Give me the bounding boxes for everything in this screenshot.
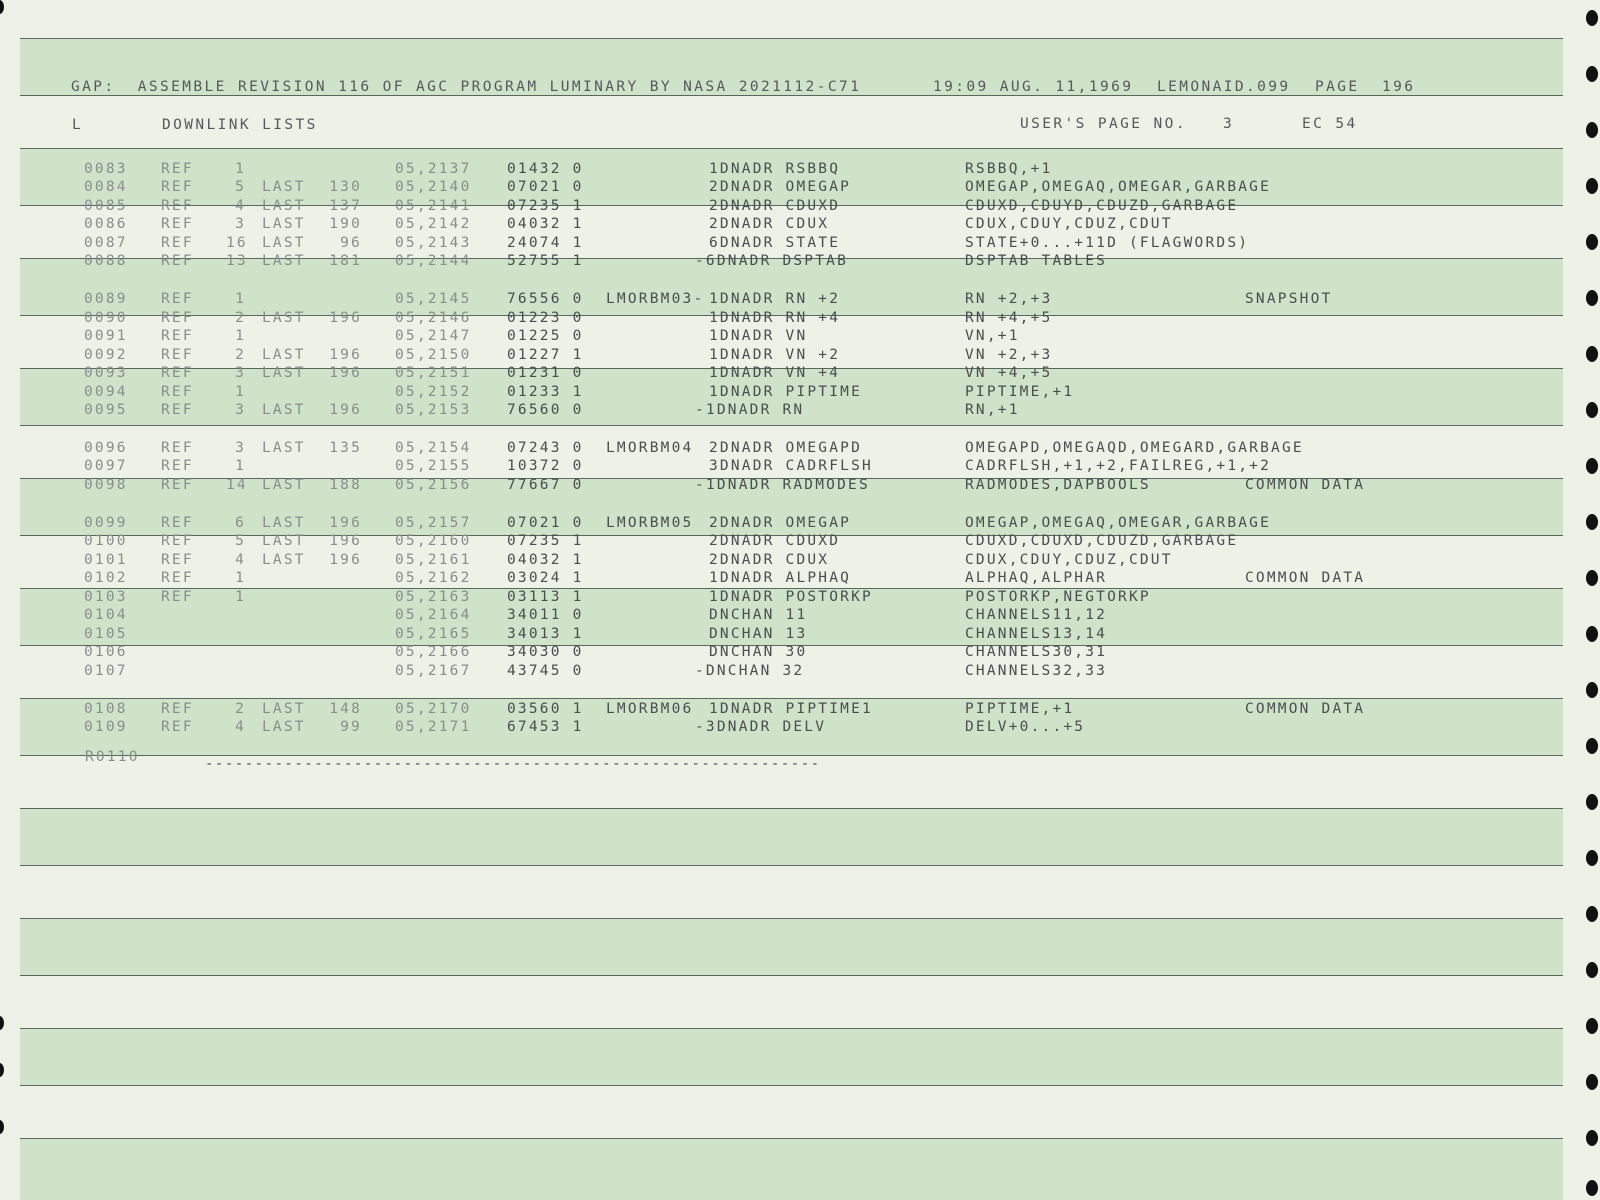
address: 05,2171 (395, 719, 472, 735)
last-keyword: LAST (262, 253, 306, 269)
last-page: 148 (329, 701, 362, 717)
last-keyword: LAST (262, 552, 306, 568)
line-number: 0102 (84, 570, 128, 586)
line-number: 0085 (84, 198, 128, 214)
ref-keyword: REF (161, 477, 194, 493)
line-number: 0090 (84, 310, 128, 326)
ref-count: 1 (235, 291, 246, 307)
ref-keyword: REF (161, 440, 194, 456)
line-number: 0083 (84, 161, 128, 177)
last-keyword: LAST (262, 440, 306, 456)
opcode: 1DNADR PIPTIME1 (709, 701, 873, 717)
opcode: 1DNADR VN +4 (709, 365, 841, 381)
last-page: 196 (329, 552, 362, 568)
comment: CHANNELS11,12 (965, 607, 1108, 623)
note: SNAPSHOT (1245, 291, 1333, 307)
ref-count: 5 (235, 533, 246, 549)
opcode: 2DNADR CDUX (709, 216, 830, 232)
octal-word: 04032 1 (507, 552, 584, 568)
address: 05,2157 (395, 515, 472, 531)
octal-word: 01233 1 (507, 384, 584, 400)
address: 05,2170 (395, 701, 472, 717)
opcode: DNCHAN 11 (709, 607, 808, 623)
line-number: 0095 (84, 402, 128, 418)
last-page: 99 (340, 719, 362, 735)
comment: POSTORKP,NEGTORKP (965, 589, 1151, 605)
address: 05,2165 (395, 626, 472, 642)
ref-keyword: REF (161, 384, 194, 400)
octal-word: 07021 0 (507, 179, 584, 195)
feed-hole (0, 1120, 4, 1134)
address: 05,2151 (395, 365, 472, 381)
octal-word: 01223 0 (507, 310, 584, 326)
last-page: 190 (329, 216, 362, 232)
address: 05,2162 (395, 570, 472, 586)
comment: CHANNELS13,14 (965, 626, 1108, 642)
comment: DELV+0...+5 (965, 719, 1086, 735)
ref-count: 14 (226, 477, 248, 493)
octal-word: 34013 1 (507, 626, 584, 642)
ref-count: 3 (235, 402, 246, 418)
feed-hole (0, 1063, 4, 1077)
last-keyword: LAST (262, 477, 306, 493)
address: 05,2143 (395, 235, 472, 251)
address: 05,2144 (395, 253, 472, 269)
ref-keyword: REF (161, 701, 194, 717)
feed-hole (1586, 66, 1598, 82)
ref-keyword: REF (161, 719, 194, 735)
ref-count: 13 (226, 253, 248, 269)
feed-hole (0, 0, 4, 14)
ref-count: 2 (235, 310, 246, 326)
source-label: LMORBM06 (606, 701, 694, 717)
ref-count: 1 (235, 328, 246, 344)
feed-hole (1586, 346, 1598, 362)
comment: PIPTIME,+1 (965, 701, 1075, 717)
ref-count: 3 (235, 440, 246, 456)
octal-word: 10372 0 (507, 458, 584, 474)
last-keyword: LAST (262, 216, 306, 232)
octal-word: 01432 0 (507, 161, 584, 177)
last-page: 135 (329, 440, 362, 456)
octal-word: 04032 1 (507, 216, 584, 232)
opcode: 1DNADR VN (709, 328, 808, 344)
line-number: 0087 (84, 235, 128, 251)
line-number: 0084 (84, 179, 128, 195)
comment: RN +4,+5 (965, 310, 1053, 326)
octal-word: 24074 1 (507, 235, 584, 251)
ref-keyword: REF (161, 198, 194, 214)
last-keyword: LAST (262, 402, 306, 418)
comment: ALPHAQ,ALPHAR (965, 570, 1108, 586)
ref-count: 5 (235, 179, 246, 195)
ref-keyword: REF (161, 328, 194, 344)
note: COMMON DATA (1245, 701, 1366, 717)
octal-word: 76556 0 (507, 291, 584, 307)
ref-keyword: REF (161, 347, 194, 363)
comment: VN,+1 (965, 328, 1020, 344)
last-page: 130 (329, 179, 362, 195)
address: 05,2137 (395, 161, 472, 177)
ref-count: 3 (235, 365, 246, 381)
address: 05,2152 (395, 384, 472, 400)
ref-count: 4 (235, 198, 246, 214)
line-number: 0100 (84, 533, 128, 549)
opcode: -1DNADR RADMODES (695, 477, 870, 493)
ref-count: 4 (235, 719, 246, 735)
line-number: 0101 (84, 552, 128, 568)
last-page: 196 (329, 402, 362, 418)
opcode: 2DNADR OMEGAP (709, 179, 852, 195)
opcode: 3DNADR CADRFLSH (709, 458, 873, 474)
ref-count: 4 (235, 552, 246, 568)
footer-line-number: R0110 (85, 749, 140, 765)
feed-hole (1586, 458, 1598, 474)
last-page: 196 (329, 365, 362, 381)
ref-keyword: REF (161, 570, 194, 586)
opcode: 1DNADR RN +2 (709, 291, 841, 307)
footer-rule: -------------------------------------------------------------- (205, 756, 821, 772)
line-number: 0093 (84, 365, 128, 381)
line-number: 0096 (84, 440, 128, 456)
opcode: 1DNADR RN +4 (709, 310, 841, 326)
opcode: -DNCHAN 32 (695, 663, 805, 679)
ref-keyword: REF (161, 365, 194, 381)
left-mark: L (72, 117, 84, 133)
feed-hole (1586, 1180, 1598, 1196)
opcode: 2DNADR CDUXD (709, 198, 841, 214)
users-page-number: 3 (1223, 116, 1235, 132)
last-keyword: LAST (262, 719, 306, 735)
opcode: -3DNADR DELV (695, 719, 827, 735)
opcode: -6DNADR DSPTAB (695, 253, 849, 269)
line-number: 0108 (84, 701, 128, 717)
comment: RN +2,+3 (965, 291, 1053, 307)
comment: RADMODES,DAPBOOLS (965, 477, 1151, 493)
comment: RSBBQ,+1 (965, 161, 1053, 177)
feed-hole (1586, 850, 1598, 866)
ref-count: 1 (235, 161, 246, 177)
opcode: DNCHAN 30 (709, 644, 808, 660)
ref-count: 1 (235, 589, 246, 605)
line-number: 0098 (84, 477, 128, 493)
feed-hole (1586, 178, 1598, 194)
comment: CDUXD,CDUXD,CDUZD,GARBAGE (965, 533, 1239, 549)
last-keyword: LAST (262, 198, 306, 214)
section-title: DOWNLINK LISTS (162, 117, 318, 133)
opcode: 1DNADR PIPTIME (709, 384, 863, 400)
ref-keyword: REF (161, 253, 194, 269)
ref-keyword: REF (161, 310, 194, 326)
opcode: 2DNADR OMEGAPD (709, 440, 863, 456)
comment: RN,+1 (965, 402, 1020, 418)
ref-count: 1 (235, 458, 246, 474)
octal-word: 43745 0 (507, 663, 584, 679)
ref-count: 1 (235, 570, 246, 586)
line-number: 0086 (84, 216, 128, 232)
note: COMMON DATA (1245, 570, 1366, 586)
last-page: 188 (329, 477, 362, 493)
ref-keyword: REF (161, 589, 194, 605)
opcode: 6DNADR STATE (709, 235, 841, 251)
last-page: 181 (329, 253, 362, 269)
feed-hole (1586, 682, 1598, 698)
feed-hole (0, 1016, 4, 1030)
feed-hole (1586, 1018, 1598, 1034)
octal-word: 01225 0 (507, 328, 584, 344)
address: 05,2153 (395, 402, 472, 418)
ref-keyword: REF (161, 235, 194, 251)
line-number: 0097 (84, 458, 128, 474)
ref-keyword: REF (161, 216, 194, 232)
feed-hole (1586, 10, 1598, 26)
note: COMMON DATA (1245, 477, 1366, 493)
ref-count: 2 (235, 701, 246, 717)
source-label: LMORBM05 (606, 515, 694, 531)
ref-keyword: REF (161, 402, 194, 418)
line-number: 0091 (84, 328, 128, 344)
address: 05,2145 (395, 291, 472, 307)
octal-word: 67453 1 (507, 719, 584, 735)
line-number: 0099 (84, 515, 128, 531)
last-page: 196 (329, 310, 362, 326)
address: 05,2166 (395, 644, 472, 660)
line-number: 0109 (84, 719, 128, 735)
comment: CDUXD,CDUYD,CDUZD,GARBAGE (965, 198, 1239, 214)
octal-word: 03560 1 (507, 701, 584, 717)
feed-hole (1586, 1074, 1598, 1090)
comment: VN +2,+3 (965, 347, 1053, 363)
feed-hole (1586, 738, 1598, 754)
address: 05,2147 (395, 328, 472, 344)
address: 05,2163 (395, 589, 472, 605)
page-label: PAGE (1315, 79, 1360, 95)
ref-keyword: REF (161, 161, 194, 177)
octal-word: 01231 0 (507, 365, 584, 381)
line-number: 0104 (84, 607, 128, 623)
comment: VN +4,+5 (965, 365, 1053, 381)
ref-keyword: REF (161, 552, 194, 568)
comment: STATE+0...+11D (FLAGWORDS) (965, 235, 1250, 251)
line-number: 0105 (84, 626, 128, 642)
last-keyword: LAST (262, 310, 306, 326)
job-name: LEMONAID.099 (1157, 79, 1291, 95)
comment: CHANNELS32,33 (965, 663, 1108, 679)
feed-hole (1586, 122, 1598, 138)
last-keyword: LAST (262, 179, 306, 195)
opcode: 2DNADR CDUX (709, 552, 830, 568)
address: 05,2140 (395, 179, 472, 195)
paper-band (20, 808, 1563, 866)
octal-word: 07243 0 (507, 440, 584, 456)
line-number: 0103 (84, 589, 128, 605)
ref-count: 1 (235, 384, 246, 400)
last-page: 196 (329, 533, 362, 549)
octal-word: 76560 0 (507, 402, 584, 418)
comment: CHANNELS30,31 (965, 644, 1108, 660)
last-keyword: LAST (262, 235, 306, 251)
source-label: LMORBM04 (606, 440, 694, 456)
opcode: -1DNADR RN (695, 402, 805, 418)
last-page: 196 (329, 347, 362, 363)
assembly-timestamp: 19:09 AUG. 11,1969 (933, 79, 1134, 95)
assembly-title: GAP: ASSEMBLE REVISION 116 OF AGC PROGRAM LUMINARY BY NASA 2021112-C71 (71, 79, 862, 95)
opcode: 2DNADR CDUXD (709, 533, 841, 549)
comment: PIPTIME,+1 (965, 384, 1075, 400)
feed-hole (1586, 234, 1598, 250)
address: 05,2167 (395, 663, 472, 679)
ref-keyword: REF (161, 291, 194, 307)
comment: OMEGAP,OMEGAQ,OMEGAR,GARBAGE (965, 515, 1272, 531)
line-number: 0106 (84, 644, 128, 660)
line-number: 0092 (84, 347, 128, 363)
address: 05,2142 (395, 216, 472, 232)
opcode: DNCHAN 13 (709, 626, 808, 642)
last-page: 196 (329, 515, 362, 531)
address: 05,2156 (395, 477, 472, 493)
opcode: 1DNADR ALPHAQ (709, 570, 852, 586)
address: 05,2146 (395, 310, 472, 326)
comment: OMEGAP,OMEGAQ,OMEGAR,GARBAGE (965, 179, 1272, 195)
ref-keyword: REF (161, 533, 194, 549)
feed-hole (1586, 290, 1598, 306)
source-label: LMORBM03- (606, 291, 705, 307)
ref-keyword: REF (161, 458, 194, 474)
ref-keyword: REF (161, 179, 194, 195)
last-page: 96 (340, 235, 362, 251)
ref-count: 2 (235, 347, 246, 363)
feed-hole (1586, 570, 1598, 586)
octal-word: 01227 1 (507, 347, 584, 363)
paper-band (20, 918, 1563, 976)
octal-word: 34011 0 (507, 607, 584, 623)
paper-band (20, 1028, 1563, 1086)
octal-word: 07235 1 (507, 198, 584, 214)
octal-word: 03113 1 (507, 589, 584, 605)
address: 05,2150 (395, 347, 472, 363)
octal-word: 52755 1 (507, 253, 584, 269)
page-number: 196 (1382, 79, 1416, 95)
feed-hole (1586, 1130, 1598, 1146)
feed-hole (1586, 962, 1598, 978)
last-keyword: LAST (262, 365, 306, 381)
address: 05,2160 (395, 533, 472, 549)
last-keyword: LAST (262, 701, 306, 717)
ec-code: EC 54 (1302, 116, 1358, 132)
comment: CDUX,CDUY,CDUZ,CDUT (965, 552, 1173, 568)
feed-hole (1586, 794, 1598, 810)
last-keyword: LAST (262, 347, 306, 363)
users-page-label: USER'S PAGE NO. (1020, 116, 1187, 132)
opcode: 1DNADR RSBBQ (709, 161, 841, 177)
feed-hole (1586, 514, 1598, 530)
line-number: 0094 (84, 384, 128, 400)
ref-count: 3 (235, 216, 246, 232)
last-page: 137 (329, 198, 362, 214)
paper-band (20, 1138, 1563, 1200)
octal-word: 07235 1 (507, 533, 584, 549)
opcode: 1DNADR VN +2 (709, 347, 841, 363)
last-keyword: LAST (262, 515, 306, 531)
line-number: 0107 (84, 663, 128, 679)
address: 05,2154 (395, 440, 472, 456)
ref-keyword: REF (161, 515, 194, 531)
octal-word: 03024 1 (507, 570, 584, 586)
comment: CDUX,CDUY,CDUZ,CDUT (965, 216, 1173, 232)
ref-count: 16 (226, 235, 248, 251)
address: 05,2161 (395, 552, 472, 568)
octal-word: 34030 0 (507, 644, 584, 660)
comment: OMEGAPD,OMEGAQD,OMEGARD,GARBAGE (965, 440, 1304, 456)
octal-word: 07021 0 (507, 515, 584, 531)
last-keyword: LAST (262, 533, 306, 549)
comment: DSPTAB TABLES (965, 253, 1108, 269)
octal-word: 77667 0 (507, 477, 584, 493)
address: 05,2141 (395, 198, 472, 214)
opcode: 2DNADR OMEGAP (709, 515, 852, 531)
line-number: 0088 (84, 253, 128, 269)
comment: CADRFLSH,+1,+2,FAILREG,+1,+2 (965, 458, 1272, 474)
opcode: 1DNADR POSTORKP (709, 589, 873, 605)
ref-count: 6 (235, 515, 246, 531)
feed-hole (1586, 906, 1598, 922)
address: 05,2155 (395, 458, 472, 474)
line-number: 0089 (84, 291, 128, 307)
feed-hole (1586, 402, 1598, 418)
feed-hole (1586, 626, 1598, 642)
address: 05,2164 (395, 607, 472, 623)
